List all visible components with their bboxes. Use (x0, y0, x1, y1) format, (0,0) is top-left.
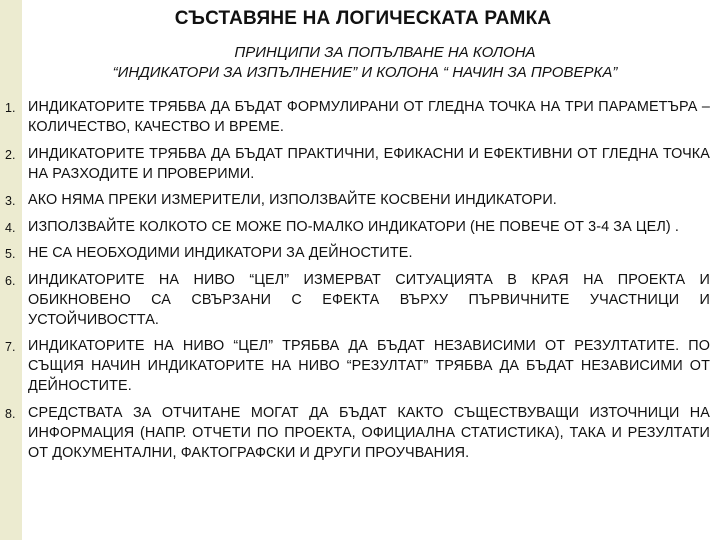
item-number: 5. (5, 247, 16, 261)
list-item (0, 144, 720, 184)
item-text: ИНДИКАТОРИТЕ ТРЯБВА ДА БЪДАТ ПРАКТИЧНИ, ЕФИКАСНИ И ЕФЕКТИВНИ ОТ ГЛЕДНА ТОЧКА НА РАЗХОДИТЕ И ПРОВЕРИМИ. (28, 145, 710, 182)
slide-title: СЪСТАВЯНЕ НА ЛОГИЧЕСКАТА РАМКА (174, 8, 552, 29)
principles-list (0, 97, 720, 469)
list-item (0, 97, 720, 137)
slide-subtitle (0, 43, 720, 83)
list-item (0, 217, 720, 237)
list-item (0, 190, 720, 210)
subtitle-line-1: ПРИНЦИПИ ЗА ПОПЪЛВАНЕ НА КОЛОНА (234, 44, 536, 61)
item-number: 6. (5, 273, 16, 288)
item-text: ИНДИКАТОРИТЕ НА НИВО “ЦЕЛ” ИЗМЕРВАТ СИТУАЦИЯТА В КРАЯ НА ПРОЕКТА И ОБИКНОВЕНО СА СВЪРЗАНИ С ЕФЕКТА ВЪРХУ ПЪРВИЧНИТЕ УЧАСТНИЦИ И УСТОЙЧИВОСТТА. (28, 271, 710, 328)
item-number: 3. (5, 194, 16, 208)
item-number: 8. (5, 406, 16, 421)
item-text: ИНДИКАТОРИТЕ ТРЯБВА ДА БЪДАТ ФОРМУЛИРАНИ ОТ ГЛЕДНА ТОЧКА НА ТРИ ПАРАМЕТЪРА – КОЛИЧЕСТВО, КАЧЕСТВО И ВРЕМЕ. (28, 99, 710, 135)
item-number: 2. (5, 147, 16, 162)
item-text: ИЗПОЛЗВАЙТЕ КОЛКОТО СЕ МОЖЕ ПО-МАЛКО ИНДИКАТОРИ (НЕ ПОВЕЧЕ ОТ 3-4 ЗА ЦЕЛ) . (28, 218, 679, 235)
list-item (0, 270, 720, 330)
item-number: 1. (5, 101, 16, 115)
list-item (0, 403, 720, 463)
subtitle-line-2: “ИНДИКАТОРИ ЗА ИЗПЪЛНЕНИЕ” И КОЛОНА “ НАЧИН ЗА ПРОВЕРКА” (112, 64, 618, 81)
item-number: 4. (5, 220, 16, 235)
list-item (0, 243, 720, 263)
item-text: АКО НЯМА ПРЕКИ ИЗМЕРИТЕЛИ, ИЗПОЛЗВАЙТЕ КОСВЕНИ ИНДИКАТОРИ. (28, 192, 557, 208)
item-text: СРЕДСТВАТА ЗА ОТЧИТАНЕ МОГАТ ДА БЪДАТ КАКТО СЪЩЕСТВУВАЩИ ИЗТОЧНИЦИ НА ИНФОРМАЦИЯ (НАПР. ОТЧЕТИ ПО ПРОЕКТА, ОФИЦИАЛНА СТАТИСТИКА), ТАКА И РЕЗУЛТАТИ ОТ ДОКУМЕНТАЛНИ, ФАКТОГРАФСКИ И ДРУГИ ПРОУЧВАНИЯ. (28, 404, 710, 461)
item-number: 7. (5, 340, 16, 354)
list-item (0, 336, 720, 396)
item-text: НЕ СА НЕОБХОДИМИ ИНДИКАТОРИ ЗА ДЕЙНОСТИТЕ. (28, 245, 413, 261)
item-text: ИНДИКАТОРИТЕ НА НИВО “ЦЕЛ” ТРЯБВА ДА БЪДАТ НЕЗАВИСИМИ ОТ РЕЗУЛТАТИТЕ. ПО СЪЩИЯ НАЧИН ИНДИКАТОРИТЕ НА НИВО “РЕЗУЛТАТ” ТРЯБВА ДА БЪДАТ НЕЗАВИСИМИ ОТ ДЕЙНОСТИТЕ. (28, 338, 710, 394)
